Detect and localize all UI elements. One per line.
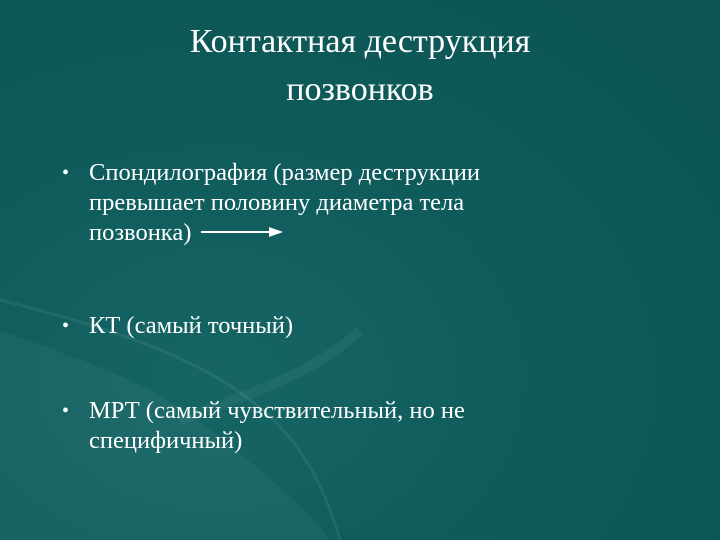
bullet-line: Спондилография (размер деструкции: [89, 159, 481, 186]
bullet-line: специфичный): [89, 427, 243, 454]
bullet-line: превышает половину диаметра тела: [89, 189, 465, 216]
bullet-line-with-arrow: [89, 218, 682, 248]
bullet-line: КТ (самый точный): [89, 312, 294, 339]
bullet-marker: •: [62, 162, 70, 184]
bullet-item-spondylography: [62, 158, 682, 248]
bullet-text: [89, 396, 682, 456]
bullet-marker: •: [62, 315, 70, 337]
bullet-item-ct: [62, 311, 682, 341]
bullet-line: МРТ (самый чувствительный, но не: [89, 397, 465, 424]
title-line-2: позвонков: [286, 71, 434, 108]
bullet-text: [89, 311, 682, 341]
bullet-marker: •: [62, 400, 70, 422]
title-line-1: Контактная деструкция: [189, 23, 531, 60]
right-arrow-icon: [201, 226, 283, 238]
bullet-item-mri: [62, 396, 682, 456]
bullet-text: [89, 158, 682, 248]
bullet-line: позвонка): [89, 219, 192, 246]
